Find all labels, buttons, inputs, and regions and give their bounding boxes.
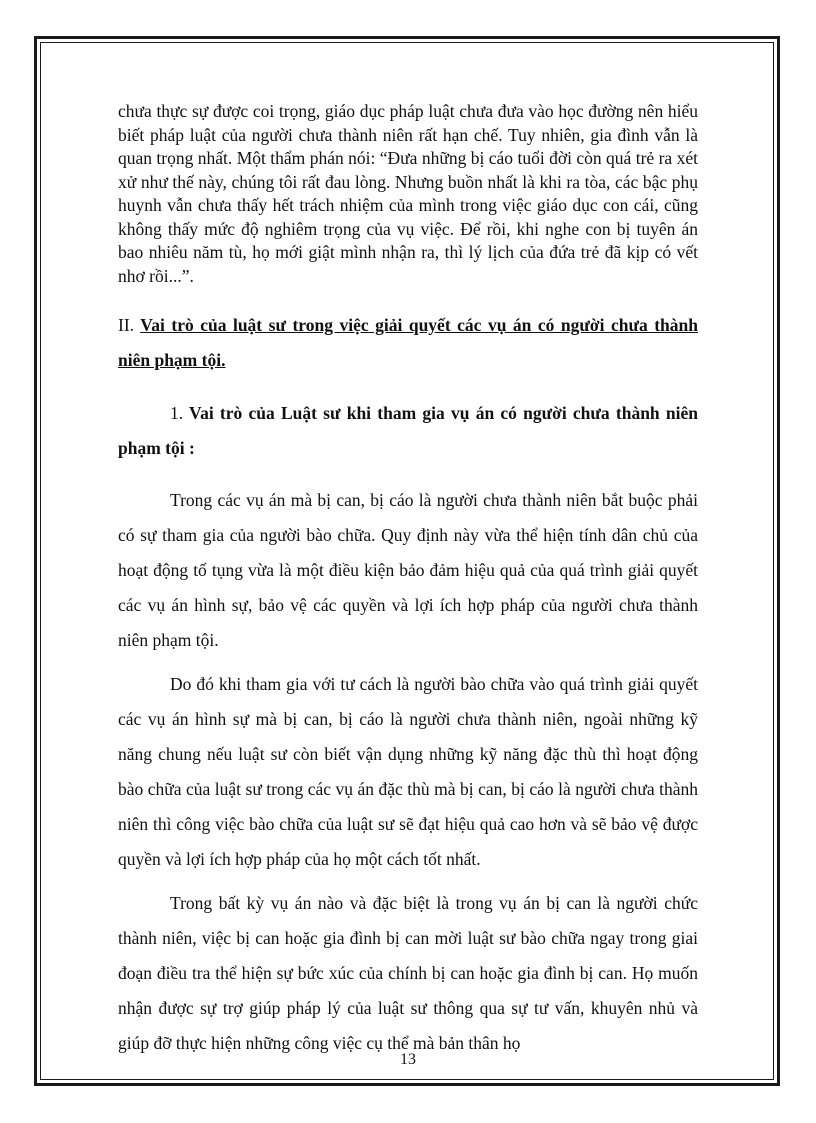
subsection-number: 1. — [170, 402, 184, 423]
section-title: Vai trò của luật sư trong việc giải quyết các vụ án có người chưa thành niên phạm tội. — [118, 315, 698, 370]
intro-paragraph: chưa thực sự được coi trọng, giáo dục pháp luật chưa đưa vào học đường nên hiểu biết pháp luật của người chưa thành niên rất hạn chế. Tuy nhiên, gia đình vẫn là quan trọng nhất. Một thẩm phán nói: “Đưa những bị cáo tuổi đời còn quá trẻ ra xét xử như thế này, chúng tôi rất đau lòng. Nhưng buồn nhất là khi ra tòa, các bậc phụ huynh vẫn chưa thấy hết trách nhiệm của mình trong việc giáo dục con cái, cũng không thấy mức độ nghiêm trọng của vụ việc. Để rồi, khi nghe con bị tuyên án bao nhiêu năm tù, họ mới giật mình nhận ra, thì lý lịch của đứa trẻ đã kịp có vết nhơ rồi...”. — [118, 101, 698, 286]
section-number: II. — [118, 315, 135, 335]
subsection-heading — [118, 396, 698, 466]
page-number: 13 — [400, 1051, 416, 1068]
subsection-title: Vai trò của Luật sư khi tham gia vụ án có người chưa thành niên phạm tội : — [118, 402, 698, 458]
body-paragraph-2: Do đó khi tham gia với tư cách là người bào chữa vào quá trình giải quyết các vụ án hình sự mà bị can, bị cáo là người chưa thành niên, ngoài những kỹ năng chung nếu luật sư còn biết vận dụng những kỹ năng đặc thù thì hoạt động bào chữa của luật sư trong các vụ án đặc thù mà bị can, bị cáo là người chưa thành niên thì công việc bào chữa của luật sư sẽ đạt hiệu quả cao hơn và sẽ bảo vệ được quyền và lợi ích hợp pháp của họ một cách tốt nhất. — [118, 674, 698, 869]
document-body — [118, 100, 698, 1061]
section-heading — [118, 308, 698, 378]
body-paragraph-1: Trong các vụ án mà bị can, bị cáo là người chưa thành niên bắt buộc phải có sự tham gia của người bào chữa. Quy định này vừa thể hiện tính dân chủ của hoạt động tố tụng vừa là một điều kiện bảo đảm hiệu quả của quá trình giải quyết các vụ án hình sự, bảo vệ các quyền và lợi ích hợp pháp của người chưa thành niên phạm tội. — [118, 490, 698, 650]
body-paragraph-3: Trong bất kỳ vụ án nào và đặc biệt là trong vụ án bị can là người chức thành niên, việc bị can hoặc gia đình bị can mời luật sư bào chữa ngay trong giai đoạn điều tra thể hiện sự bức xúc của chính bị can hoặc gia đình bị can. Họ muốn nhận được sự trợ giúp pháp lý của luật sư thông qua sự tư vấn, khuyên nhủ và giúp đỡ thực hiện những công việc cụ thể mà bản thân họ — [118, 893, 698, 1053]
